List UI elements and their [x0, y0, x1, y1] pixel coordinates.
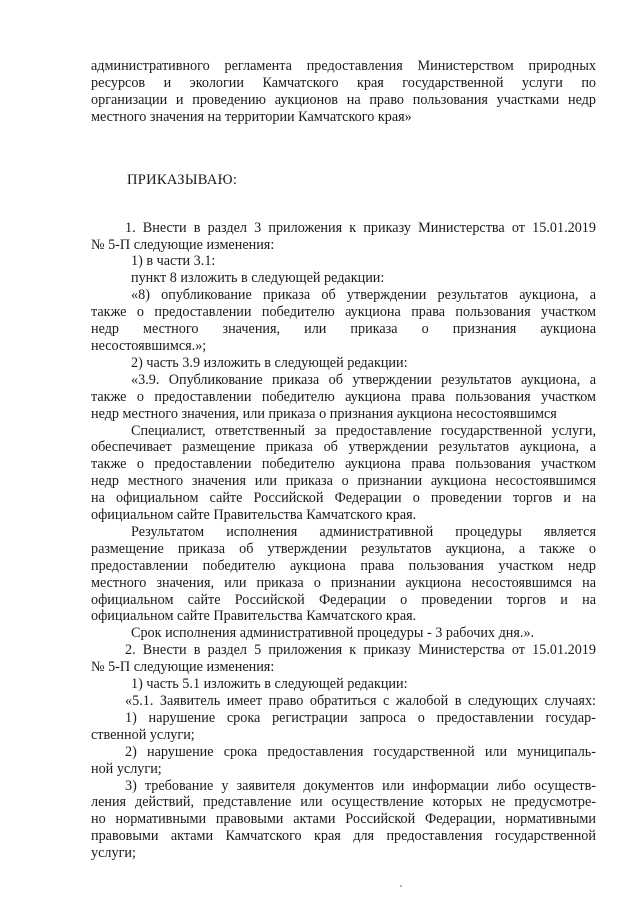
text-line: 1) часть 5.1 изложить в следующей редакции: [131, 676, 408, 693]
text-line: местного значения, или приказа о признании аукциона несостоявшимся на [91, 574, 596, 591]
text-line: правовыми актами Камчатского края для предоставления государственной [91, 828, 596, 845]
text-line: услуги; [91, 845, 136, 862]
text-line: также о предоставлении победителю аукциона права пользования участком [91, 456, 596, 473]
text-line: обеспечивает размещение приказа об утверждении результатов аукциона, а [91, 439, 596, 456]
text-line: административного регламента предоставления Министерством природных [91, 58, 596, 74]
text-line: размещение приказа об утверждении результатов аукциона, а также о [91, 540, 596, 557]
text-line: 2) нарушение срока предоставления государственной или муниципаль- [125, 743, 596, 760]
text-line: предоставлении победителю аукциона права пользования участком недр [91, 557, 596, 574]
text-line: организации и проведению аукционов на право пользования участками недр [91, 91, 596, 108]
text-line: местного значения на территории Камчатского края» [91, 108, 412, 125]
text-line: «5.1. Заявитель имеет право обратиться с жалобой в следующих случаях: [125, 693, 596, 709]
text-line: 1) в части 3.1: [131, 253, 216, 270]
text-line: официальном сайте Правительства Камчатского края. [91, 608, 417, 625]
order-heading: ПРИКАЗЫВАЮ: [127, 171, 238, 188]
text-line: на официальном сайте Российской Федерации о проведении торгов и на [91, 490, 596, 507]
text-line: недр местного значения, или приказа о признания аукциона несостоявшимся [91, 405, 557, 422]
text-line: № 5-П следующие изменения: [91, 236, 275, 253]
text-line: 1. Внести в раздел 3 приложения к приказу Министерства от 15.01.2019 [125, 219, 596, 236]
text-line: недр местного значения или приказа о признании аукциона несостоявшимся [91, 473, 596, 490]
text-line: 2) часть 3.9 изложить в следующей редакции: [131, 354, 408, 371]
text-line: пункт 8 изложить в следующей редакции: [131, 270, 385, 287]
text-line: ления действий, представление или осуществление которых не предусмотре- [91, 794, 596, 811]
text-line: ственной услуги; [91, 726, 195, 743]
text-line: Результатом исполнения административной процедуры является [131, 523, 596, 540]
text-line: ной услуги; [91, 760, 162, 777]
text-line: № 5-П следующие изменения: [91, 659, 275, 676]
text-line: также о предоставлении победителю аукциона права пользования участком [91, 388, 596, 405]
scan-speck [400, 885, 402, 887]
text-line: 1) нарушение срока регистрации запроса о предоставлении государ- [125, 709, 596, 726]
text-line: Специалист, ответственный за предоставление государственной услуги, [131, 422, 596, 439]
text-line: 2. Внести в раздел 5 приложения к приказу Министерства от 15.01.2019 [125, 642, 596, 659]
body-text [91, 220, 596, 862]
text-line: но нормативными правовыми актами Российской Федерации, нормативными [91, 811, 596, 828]
text-line: 3) требование у заявителя документов или информации либо осуществ- [125, 777, 596, 794]
text-line: недр местного значения, или приказа о признания аукциона [91, 321, 596, 338]
text-line: ресурсов и экологии Камчатского края государственной услуги по [91, 74, 596, 91]
text-line: также о предоставлении победителю аукциона права пользования участком [91, 304, 596, 321]
text-line: «3.9. Опубликование приказа об утверждении результатов аукциона, а [131, 371, 596, 388]
text-line: официальном сайте Российской Федерации о проведении торгов и на [91, 591, 596, 608]
text-line: «8) опубликование приказа об утверждении результатов аукциона, а [131, 287, 596, 304]
text-line: официальном сайте Правительства Камчатского края. [91, 507, 417, 524]
text-line: несостоявшимся.»; [91, 337, 207, 354]
intro-paragraph [91, 58, 596, 126]
text-line: Срок исполнения административной процедуры - 3 рабочих дня.». [131, 625, 535, 642]
